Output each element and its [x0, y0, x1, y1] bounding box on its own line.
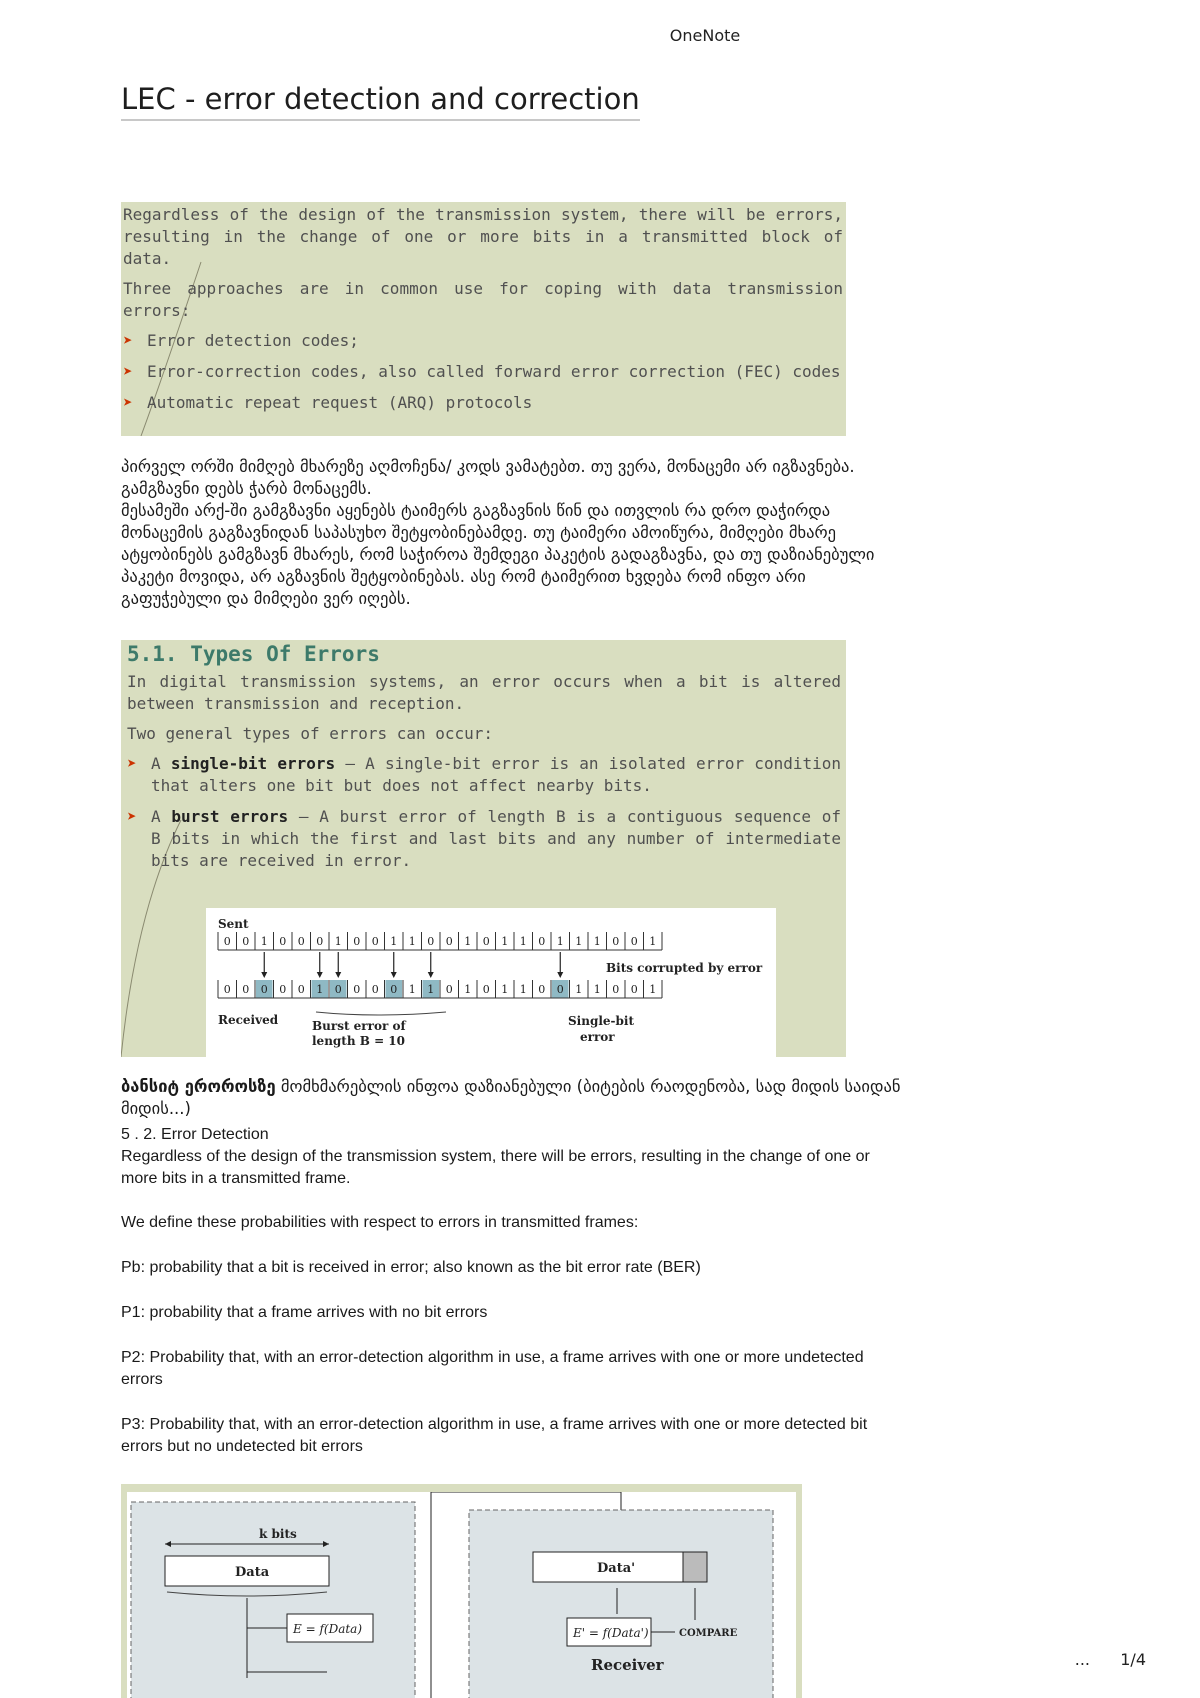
- bit-value: 0: [297, 935, 305, 948]
- bit-value: 1: [316, 983, 324, 996]
- note-georgian-1-line-2: მესამეში არქ-ში გამგზავნი აყენებს ტაიმერს გაგზავნის წინ და ითვლის რა დრო დაჭირდა მონაცემის გაგზავნიდან საპასუხო შეტყობინებამდე. თუ ტაიმერი ამოიწურა, მიმღები მხარე ატყობინებს გამგზავნ მხარეს, რომ საჭიროა შემდეგი პაკეტის გადაგზავნა, და თუ დაზიანებული პაკეტი მოვიდა, არ აგზავნის შეტყობინებას. ასე რომ ტაიმერით ხვდება რომ ინფო არი გაფუჭებული და მიმღები ვერ იღებს.: [121, 501, 875, 608]
- bit-value: 0: [223, 983, 231, 996]
- bit-value: 1: [649, 935, 657, 948]
- bit-value: 0: [316, 935, 324, 948]
- note-georgian-1-line-1: პირველ ორში მიმღებ მხარეზე აღმოჩენა/ კოდს ვამატებთ. თუ ვერა, მონაცემი არ იგზავნება. გამგზავნი დებს ჭარბ მონაცემს.: [121, 457, 855, 498]
- arrow-bullet-icon: ➤: [123, 362, 133, 381]
- sent-label: Sent: [218, 917, 249, 931]
- bit-value: 1: [427, 983, 435, 996]
- bit-value: 1: [464, 935, 472, 948]
- slide1-paragraph-2: Three approaches are in common use for coping with data transmission errors:: [123, 279, 843, 320]
- function-label: E = f(Data): [293, 1622, 362, 1636]
- probability-p3[interactable]: P3: Probability that, with an error-detection algorithm in use, a frame arrives with one or more detected bit errors but no undetected bit errors: [121, 1416, 868, 1455]
- bit-value: 0: [371, 935, 379, 948]
- receiver-label: Receiver: [591, 1656, 664, 1674]
- corruption-arrowhead: [335, 972, 341, 978]
- bit-value: 0: [612, 935, 620, 948]
- slide2-bullet-1-pre: A: [151, 754, 171, 773]
- note-georgian-2-bold: ბანსიტ ეროროსზე: [121, 1077, 276, 1096]
- bit-value: 0: [371, 983, 379, 996]
- bit-value: 0: [279, 983, 287, 996]
- bit-value: 0: [223, 935, 231, 948]
- bit-value: 0: [482, 935, 490, 948]
- bit-value: 1: [260, 935, 268, 948]
- slide2-bullet-2-bold: burst errors: [171, 807, 289, 826]
- slide2-bullet-burst: [127, 806, 841, 872]
- slide2-bullet-2-post: – A burst error of length B is a contiguous sequence of B bits in which the first and last bits and any number of intermediate bits are received in error.: [151, 807, 842, 870]
- probability-p1[interactable]: P1: probability that a frame arrives with no bit errors: [121, 1304, 488, 1321]
- bit-error-figure: [206, 908, 776, 1057]
- bit-value: 0: [630, 935, 638, 948]
- bit-value: 0: [556, 983, 564, 996]
- bit-value: 1: [519, 935, 527, 948]
- more-options-icon[interactable]: ...: [1074, 1650, 1090, 1669]
- burst-brace: [316, 1012, 446, 1015]
- slide1-bullet-2: [123, 361, 843, 383]
- corruption-arrows: [261, 952, 563, 978]
- bit-value: 1: [334, 935, 342, 948]
- corruption-arrowhead: [428, 972, 434, 978]
- bit-value: 0: [334, 983, 342, 996]
- slide1-paragraph-1: Regardless of the design of the transmission system, there will be errors, resulting in the change of one or more bits in a transmitted block of data.: [123, 205, 843, 268]
- slide1-bullet-3-text: Automatic repeat request (ARQ) protocols: [147, 393, 533, 412]
- bit-value: 0: [630, 983, 638, 996]
- bit-value: 0: [242, 935, 250, 948]
- corrupted-label: Bits corrupted by error: [606, 961, 763, 975]
- corruption-arrowhead: [391, 972, 397, 978]
- slide1-bullet-1-text: Error detection codes;: [147, 331, 359, 350]
- corruption-arrowhead: [261, 972, 267, 978]
- bit-value: 1: [519, 983, 527, 996]
- corruption-arrowhead: [557, 972, 563, 978]
- bit-value: 0: [445, 935, 453, 948]
- arrow-bullet-icon: ➤: [127, 754, 137, 773]
- error-detection-diagram-svg: [127, 1492, 796, 1698]
- bit-value: 1: [408, 935, 416, 948]
- slide2-bullet-1-bold: single-bit errors: [170, 754, 336, 773]
- bit-value: 1: [575, 983, 583, 996]
- received-label: Received: [218, 1013, 279, 1027]
- bit-value: 0: [482, 983, 490, 996]
- single-label-2: error: [580, 1030, 615, 1044]
- bit-value: 1: [390, 935, 398, 948]
- section-define[interactable]: We define these probabilities with respect to errors in transmitted frames:: [121, 1214, 639, 1231]
- slide2-bullet-single-bit: [127, 753, 841, 797]
- data-prime-label: Data': [597, 1561, 636, 1576]
- slide2-heading: 5.1. Types Of Errors: [127, 642, 380, 666]
- function-prime-label: E' = f(Data'): [573, 1626, 649, 1640]
- bit-value: 0: [260, 983, 268, 996]
- burst-label-1: Burst error of: [312, 1019, 406, 1033]
- slide-image-approaches: [121, 202, 846, 436]
- slide-image-types-of-errors: [121, 640, 846, 1057]
- section-intro[interactable]: Regardless of the design of the transmission system, there will be errors, resulting in the change of one or more bits in a transmitted frame.: [121, 1148, 870, 1187]
- bit-value: 1: [593, 983, 601, 996]
- single-label-1: Single-bit: [568, 1014, 635, 1028]
- bit-value: 1: [501, 983, 509, 996]
- bit-value: 1: [408, 983, 416, 996]
- bit-value: 0: [538, 935, 546, 948]
- sent-bits-row: [218, 932, 662, 950]
- bit-value: 0: [390, 983, 398, 996]
- bit-value: 1: [464, 983, 472, 996]
- slide1-bullet-2-text: Error-correction codes, also called forward error correction (FEC) codes: [147, 362, 841, 381]
- bit-value: 0: [353, 983, 361, 996]
- bit-value: 0: [538, 983, 546, 996]
- arrow-bullet-icon: ➤: [123, 331, 133, 350]
- slide1-bullet-3: [123, 392, 843, 414]
- note-georgian-2-rest: მომხმარებლის ინფოა დაზიანებული (ბიტების რაოდენობა, სად მიდის საიდან მიდის...): [121, 1077, 901, 1118]
- burst-label-2: length B = 10: [312, 1034, 406, 1048]
- bit-value: 0: [612, 983, 620, 996]
- bit-value: 1: [575, 935, 583, 948]
- bit-value: 0: [445, 983, 453, 996]
- bit-value: 0: [279, 935, 287, 948]
- probability-pb[interactable]: Pb: probability that a bit is received in error; also known as the bit error rate (BER): [121, 1259, 701, 1276]
- page-title[interactable]: LEC - error detection and correction: [121, 82, 640, 121]
- data-label: Data: [235, 1565, 270, 1580]
- bit-value: 1: [593, 935, 601, 948]
- app-name: OneNote: [669, 26, 741, 45]
- bit-value: 1: [649, 983, 657, 996]
- section-heading[interactable]: 5 . 2. Error Detection: [121, 1126, 269, 1143]
- bit-value: 1: [556, 935, 564, 948]
- bit-value: 0: [353, 935, 361, 948]
- check-bits-box: [683, 1552, 707, 1582]
- bit-value: 0: [297, 983, 305, 996]
- bit-value: 1: [501, 935, 509, 948]
- bit-value: 0: [242, 983, 250, 996]
- slide2-paragraph-1: In digital transmission systems, an error occurs when a bit is altered between transmission and reception.: [127, 672, 841, 713]
- arrow-bullet-icon: ➤: [123, 393, 133, 412]
- arrow-bullet-icon: ➤: [127, 807, 137, 826]
- kbits-label: k bits: [259, 1527, 297, 1541]
- slide1-bullet-1: [123, 330, 843, 352]
- bit-value: 0: [427, 935, 435, 948]
- error-detection-diagram: [121, 1484, 802, 1698]
- slide2-bullet-1-post: – A single-bit error is an isolated error condition that alters one bit but does not affect nearby bits.: [151, 754, 842, 795]
- note-georgian-1[interactable]: [121, 456, 911, 610]
- note-georgian-2[interactable]: [121, 1076, 911, 1120]
- page-indicator: 1/4: [1120, 1650, 1146, 1669]
- received-bits-row: [218, 980, 662, 998]
- probability-p2[interactable]: P2: Probability that, with an error-detection algorithm in use, a frame arrives with one or more undetected errors: [121, 1349, 864, 1388]
- corruption-arrowhead: [317, 972, 323, 978]
- slide2-paragraph-2: Two general types of errors can occur:: [127, 724, 494, 743]
- compare-label: COMPARE: [679, 1628, 738, 1639]
- slide2-bullet-2-pre: A: [151, 807, 172, 826]
